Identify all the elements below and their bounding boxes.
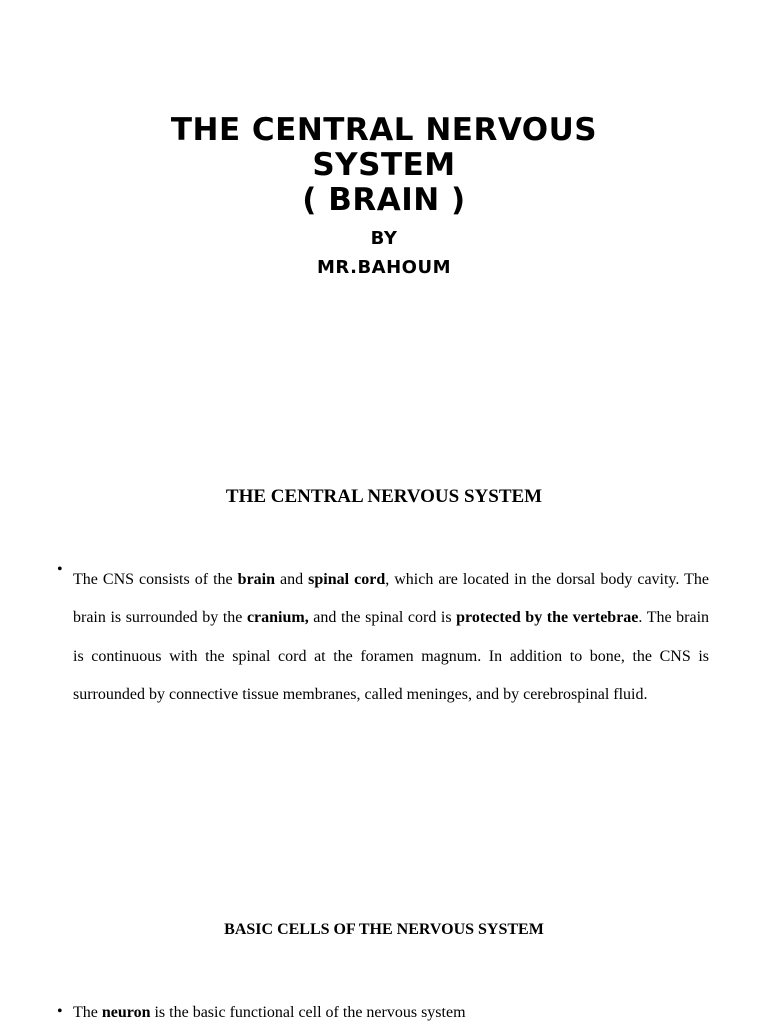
title-line-2: SYSTEM (312, 147, 456, 183)
bold-term: brain (237, 571, 276, 588)
cns-paragraph: The CNS consists of the brain and spinal cord, which are located in the dorsal body cavity. The brain is surrounded by the cranium, and the spinal cord is protected by the vertebrae. The brain is continuous with the spinal cord at the foramen magnum. In addition to bone, the CNS is surrounded by connective tissue membranes, called meninges, and by cerebrospinal fluid. (73, 571, 710, 704)
title-line-3: ( BRAIN ) (302, 182, 466, 218)
bold-term: spinal cord (308, 571, 386, 588)
neuron-paragraph: The neuron is the basic functional cell of the nervous system (73, 1004, 466, 1021)
bold-term: protected by the vertebrae (456, 609, 639, 627)
section-heading-basic-cells: BASIC CELLS OF THE NERVOUS SYSTEM (224, 921, 544, 938)
neuron-bullet-item (57, 1003, 709, 1023)
bold-term: neuron (101, 1004, 151, 1021)
title-line-1: THE CENTRAL NERVOUS (170, 112, 598, 148)
bullet-icon: • (57, 1003, 63, 1020)
cns-bullet-item (57, 561, 710, 715)
author-name: MR.BAHOUM (317, 257, 451, 278)
by-label: BY (370, 228, 398, 249)
bold-term: cranium, (246, 609, 309, 627)
document-title (0, 113, 768, 218)
section-heading-cns: THE CENTRAL NERVOUS SYSTEM (225, 486, 543, 507)
bullet-icon: • (57, 561, 63, 578)
